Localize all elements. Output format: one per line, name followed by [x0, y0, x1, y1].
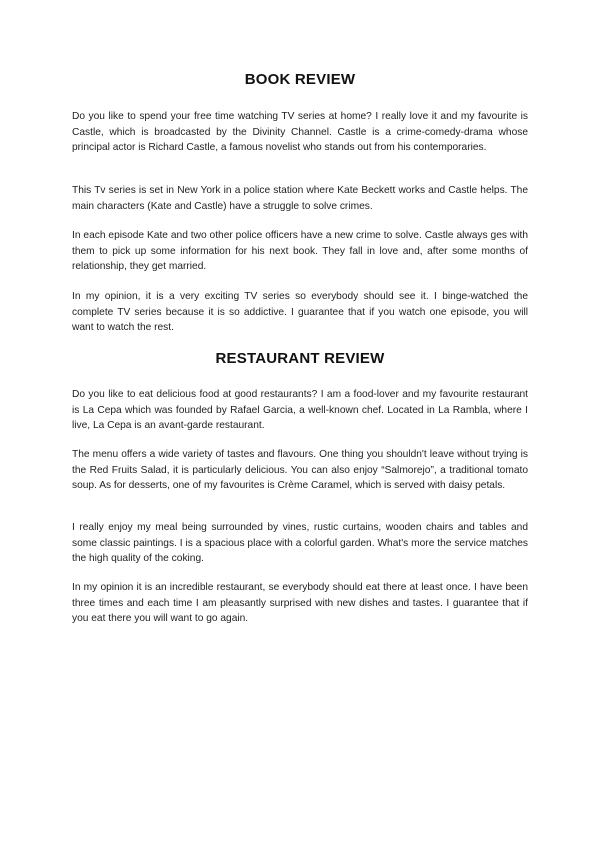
book-review-title: BOOK REVIEW [244, 71, 356, 88]
restaurant-review-paragraph-1: Do you like to eat delicious food at good restaurants? I am a food-lover and my favourite restaurant is La Cepa which was founded by Rafael Garcia, a well-known chef. Located in La Rambla, where I live, La Cepa is an avant-garde restaurant. [72, 389, 528, 431]
book-review-paragraph-3: In each episode Kate and two other police officers have a new crime to solve. Castle always ges with them to pick up some information for his next book. They fall in love and, after some months of relationship, they get married. [72, 230, 528, 272]
restaurant-review-title: RESTAURANT REVIEW [215, 350, 385, 367]
book-review-paragraph-4: In my opinion, it is a very exciting TV series so everybody should see it. I binge-watched the complete TV series because it is so addictive. I guarantee that if you watch one episode, you will want to watch the rest. [72, 291, 528, 333]
restaurant-review-paragraph-4: In my opinion it is an incredible restaurant, se everybody should eat there at least once. I have been three times and each time I am pleasantly surprised with new dishes and tastes. I guarantee that if you eat there you will want to go again. [72, 582, 528, 624]
book-review-paragraph-2: This Tv series is set in New York in a police station where Kate Beckett works and Castle helps. The main characters (Kate and Castle) have a struggle to solve crimes. [72, 185, 528, 212]
restaurant-review-paragraph-2: The menu offers a wide variety of tastes and flavours. One thing you shouldn't leave without trying is the Red Fruits Salad, it is particularly delicious. You can also enjoy “Salmorejo”, a traditional tomato soup. As for desserts, one of my favourites is Crème Caramel, which is served with daisy petals. [72, 449, 528, 491]
restaurant-review-paragraph-3: I really enjoy my meal being surrounded by vines, rustic curtains, wooden chairs and tables and some classic paintings. I is a spacious place with a colorful garden. What's more the service matches the high quality of the coking. [72, 522, 528, 564]
book-review-paragraph-1: Do you like to spend your free time watching TV series at home? I really love it and my favourite is Castle, which is broadcasted by the Divinity Channel. Castle is a crime-comedy-drama whose principal actor is Richard Castle, a famous novelist who stands out from his contemporaries. [72, 111, 528, 153]
